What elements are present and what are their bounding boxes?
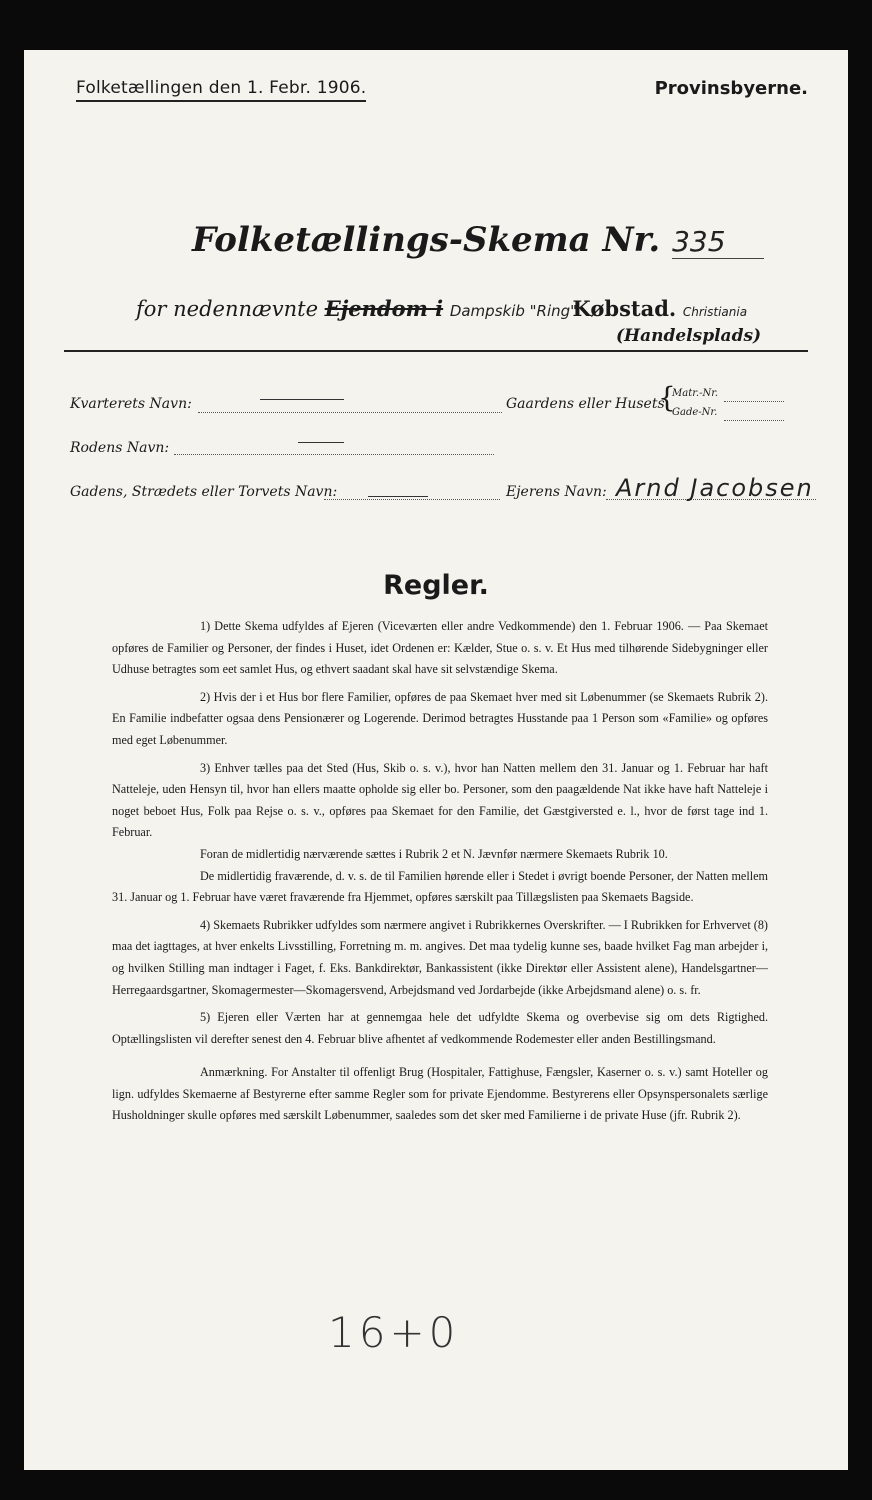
header-divider (64, 350, 808, 352)
rule-paragraph-1: 1) Dette Skema udfyldes af Ejeren (Viceværten eller andre Vedkommende) den 1. Februar 1906. — Paa Skemaet opføres de Familier og Personer, der findes i Huset, idet Ordenen er: Kælder, Stue o. s. v. Et Hus med tilhørende Sidebygninger eller Udhuse betragtes som eet samlet Hus, og ethvert saadant skal have sit selvstændige Skema. (112, 619, 768, 677)
rule-paragraph-5: 5) Ejeren eller Værten har at gennemgaa hele det udfyldte Skema og overbevise sig om dets Rigtighed. Optællingslisten vil derefter senest den 4. Februar blive afhentet af vedkommende Rodemester eller anden Bestillingsmand. (112, 1010, 768, 1046)
schema-number-handwritten: 335 (672, 225, 764, 259)
rule-paragraph-3: 3) Enhver tælles paa det Sted (Hus, Skib o. s. v.), hvor han Natten mellem den 31. Januar og 1. Februar har haft Natteleje, uden Hensyn til, hvor han ellers maatte opholde sig eller bo. Personer, som den paagældende Nat ikke have haft Natteleje i noget beboet Hus, Folk paa Rejse o. s. v., opføres paa Skemaet for den Familie, det Gæstgiversted e. l., hvor de først tage ind 1. Februar. (112, 760, 768, 840)
gade-label: Gadens, Strædets eller Torvets Navn: (70, 484, 338, 500)
gaard-label: Gaardens eller Husets (506, 396, 665, 412)
census-form-page (24, 50, 848, 1470)
form-title-text: Folketællings-Skema Nr. (192, 220, 661, 260)
matr-dotted-line (724, 401, 784, 402)
form-header (76, 78, 808, 106)
form-title (192, 220, 764, 260)
kvarter-dash (260, 399, 344, 400)
field-brace: { (658, 381, 676, 414)
rule-annotation: Anmærkning. For Anstalter til offenligt Brug (Hospitaler, Fattighuse, Fængsler, Kaserner o. s. v.) samt Hoteller og lign. udfyldes Skemaerne af Bestyrerne efter samme Regler som for private Ejendomme. Bestyrerens eller Opsynspersonalets særlige Husholdninger skulle opføres med særskilt Løbenummer, saaledes som det sker med Familierne i de private Huse (jfr. Rubrik 2). (112, 1065, 768, 1123)
region-heading: Provinsbyerne. (654, 78, 808, 99)
rule-paragraph-4: 4) Skemaets Rubrikker udfyldes som nærmere angivet i Rubrikkernes Overskrifter. — I Rubrikken for Erhvervet (8) maa det iagttages, at hver enkelts Livsstilling, Forretning m. m. angives. Det maa tydelig kunne ses, baade hvilket Fag man arbejder i, og hvilken Stilling man indtager i Faget, f. Eks. Bankdirektør, Bankassistent (ikke Direktør eller Assistent alene), Handelsgartner—Herregaardsgartner, Skomagermester—Skomagersvend, Arbejdsmand ved Jordarbejde (ikke Arbejdsmand alene) o. s. fr. (112, 917, 768, 997)
kobstad-label: Købstad. (572, 296, 677, 321)
gade-nr-dotted-line (724, 420, 784, 421)
census-date-heading: Folketællingen den 1. Febr. 1906. (76, 78, 366, 102)
struck-property-text: Ejendom i (324, 296, 444, 321)
rule-paragraph-3c: De midlertidig fraværende, d. v. s. de til Familien hørende eller i Stedet i øvrigt boende Personer, der Natten mellem 31. Januar og 1. Februar have været fraværende fra Hjemmet, opføres særskilt paa Tillægslisten paa Skemaets Bagside. (112, 868, 768, 905)
handwritten-place: Dampskib "Ring" (449, 302, 578, 320)
gade-nr-label: Gade-Nr. (672, 407, 718, 418)
rules-heading: Regler. (383, 570, 489, 601)
rode-label: Rodens Navn: (70, 440, 170, 456)
gade-dotted-line (324, 499, 500, 500)
matr-label: Matr.-Nr. (672, 388, 719, 399)
rode-dotted-line (174, 454, 494, 455)
rule-paragraph-2: 2) Hvis der i et Hus bor flere Familier, opføres de paa Skemaet hver med sit Løbenummer (se Skemaets Rubrik 2). En Familie indbefatter ogsaa dens Pensionærer og Logerende. Derimod betragtes Husstande paa 1 Person som «Familie» og opføres med eget Løbenummer. (112, 689, 768, 747)
rules-body (112, 616, 768, 1127)
handwritten-city: Christiania (682, 305, 748, 319)
owner-name-handwritten: Arnd Jacobsen (616, 474, 814, 502)
ejer-label: Ejerens Navn: (506, 484, 607, 500)
rode-dash (298, 442, 344, 443)
handelsplads-label: (Handelsplads) (616, 326, 762, 346)
kvarter-dotted-line (198, 412, 502, 413)
kvarter-label: Kvarterets Navn: (70, 396, 192, 412)
property-prefix: for nedennævnte (136, 297, 318, 321)
gade-dash (368, 496, 428, 497)
handwritten-tally: 16+0 (328, 1308, 460, 1357)
property-line (136, 296, 747, 321)
rule-paragraph-3b: Foran de midlertidig nærværende sættes i Rubrik 2 et N. Jævnfør nærmere Skemaets Rubrik 10. (200, 846, 668, 861)
